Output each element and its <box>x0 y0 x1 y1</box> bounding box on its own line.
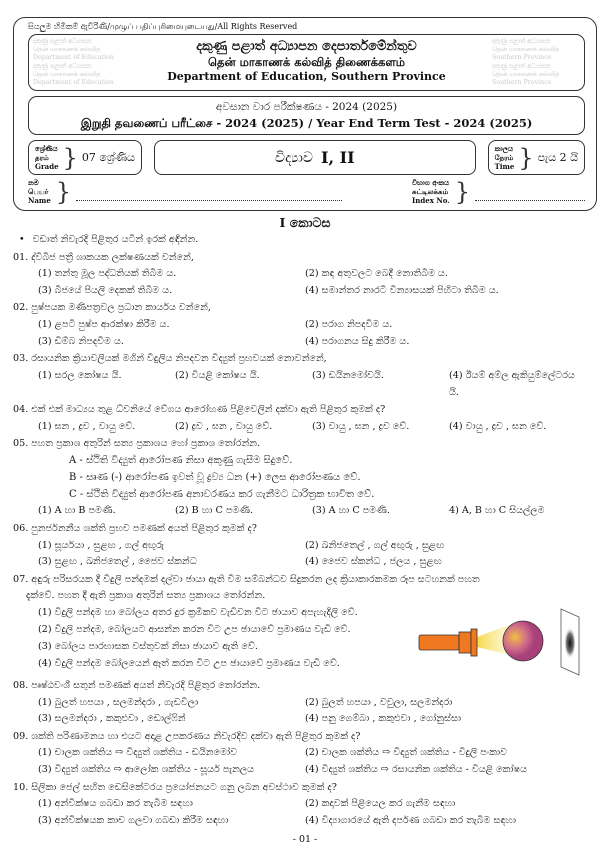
time-label-si: කාලය <box>494 144 514 154</box>
answer-option[interactable]: (2) ද්‍රව , ඝන , වායු වේ. <box>175 420 273 432</box>
options-row <box>13 554 593 571</box>
department-name-tamil: தென் மாகாணக் கல்வித் திணைக்களம் <box>208 55 405 69</box>
options-row <box>13 334 593 351</box>
answer-option[interactable]: (3) විද්‍යුත් ශක්තිය ⇨ ආලෝක ශක්තිය - සූර්ය පැනලය <box>38 764 255 776</box>
options-row <box>13 503 593 520</box>
answer-option[interactable]: (3) ඩිම්බ නිපදවීම ය. <box>38 336 124 347</box>
brace: } <box>518 143 534 172</box>
options-row <box>13 538 593 555</box>
question-stem <box>13 402 593 419</box>
instruction <box>13 232 593 249</box>
question-number: 05. <box>13 438 29 450</box>
question-number: 07. <box>13 573 29 585</box>
answer-option[interactable]: (3) අන්වීක්ෂයක කාච ගලවා ගබඩා කිරීම සඳහා <box>38 815 229 827</box>
answer-option[interactable]: (2) බුලත් හපයා , වවුලා, සලමන්දරා <box>305 696 453 708</box>
index-label-si: විභාග අංකය <box>412 178 450 188</box>
time-labels <box>495 144 515 171</box>
options-row <box>13 419 593 436</box>
grade-labels <box>35 144 59 171</box>
answer-option[interactable]: (2) චාලක ශක්තිය ⇨ විද්‍යුත් ශක්තිය - විදුලි පංකාව <box>305 747 508 759</box>
statement-C: C - ස්ථිති විද්‍යුත් ආරෝපණ අනාවරණය කර ගැනීමට ධාරිත්‍රක භාවිත වේ. <box>69 488 375 500</box>
question-text: පුනර්ජනනීය ශක්ති ප්‍රභව පමණක් අයත් පිළිතුර කුමක් ද? <box>31 522 257 534</box>
exam-title-box <box>28 96 585 135</box>
answer-option[interactable]: (2) කඳ අතුවලට බෙදී නොතිබීම ය. <box>305 268 448 280</box>
answer-option[interactable]: (1) ඝන , ද්‍රව , වායු වේ. <box>38 420 136 432</box>
question-text: රසායනික ක්‍රියාවලියක් මගින් විදුලිය නිපදවන විද්‍යුත් ප්‍රභවයක් නොවන්නේ, <box>31 353 327 365</box>
answer-option[interactable]: (2) විදුලි පන්දම, බෝලයට ආසන්න කරන විට උප ඡායාවේ ප්‍රමාණය වැඩි වේ. <box>38 624 351 636</box>
options-row <box>13 368 593 402</box>
time-label-ta: நேரம் <box>494 153 514 163</box>
answer-option[interactable]: (1) චාලක ශක්තිය ⇨ විද්‍යුත් ශක්තිය - ඩයිනමෝව <box>38 747 238 759</box>
answer-option[interactable]: (1) ළපටි පුෂ්ප ආරක්ෂා කිරීම ය. <box>38 319 170 331</box>
answer-option[interactable]: (1) සූර්යයා , සුළඟ , ගල් අඟුරු <box>38 539 165 551</box>
statement-B: B - සෘණ (-) ආරෝපණ ඉවත් වූ ද්‍රව්‍ය ධන (+) ලෙස ආරෝපණය වේ. <box>69 471 361 483</box>
answer-option[interactable]: (3) වායු , ඝන , ද්‍රව වේ. <box>312 420 410 432</box>
department-name-english: Department of Education, Southern Province <box>167 70 446 83</box>
department-name-sinhala: දකුණු පළාත් අධ්‍යාපන දෙපාර්තමේන්තුව <box>196 39 417 54</box>
answer-option[interactable]: (2) කදාවක් පිළියෙල කර ගැනීම සඳහා <box>305 798 456 810</box>
question-text: අඳුරු පරිසරයක දී විදුලි පන්දමක් දල්වා ඡායා ඇති වීම සම්බන්ධව සිදුකරන ලද ක්‍රියාකාරකමක රූප සටහනක් පහත <box>31 573 480 585</box>
subject-box <box>154 140 476 175</box>
info-boxes <box>28 140 585 175</box>
question-1 <box>13 250 593 300</box>
answer-option[interactable]: (3) සලමන්දරා , කකුළුවා , ඩොල්ෆින් <box>38 713 186 725</box>
answer-option[interactable]: (4) විදුලි පන්දම බෝලයෙන් ඈත් කරන විට උප ඡායාවේ ප්‍රමාණය වැඩි වේ. <box>38 657 340 669</box>
index-label-en: Index No. <box>412 196 450 206</box>
question-stem <box>13 300 593 317</box>
department-titles <box>125 35 488 90</box>
answer-option[interactable]: (3) බීජයේ පියලි දෙකක් තිබීම ය. <box>38 285 173 297</box>
options-row <box>13 266 593 283</box>
question-number: 09. <box>13 730 29 742</box>
answer-option[interactable]: (3) සුළඟ , ඛනිජතෙල් , ජෛව ස්කන්ධ <box>38 556 197 568</box>
time-value: පැය 2 යි <box>537 150 578 164</box>
answer-option[interactable]: (4) විද්‍යුත් ශක්තිය ⇨ රසායනික ශක්තිය - වියළි කෝෂය <box>305 764 527 776</box>
grade-label-si: ශ්‍රේණිය <box>35 144 58 154</box>
question-2 <box>13 300 593 350</box>
options-row <box>13 317 593 334</box>
question-text: පුෂ්පයක මණිපත්‍රවල ප්‍රධාන කාර්යය වන්නේ, <box>31 302 211 314</box>
grade-label-ta: தரம் <box>35 153 49 163</box>
answer-option[interactable]: (4) ජෛව ස්කන්ධ , ජලය , සුළඟ <box>305 556 442 568</box>
question-5 <box>13 436 593 520</box>
question-stem <box>13 780 593 797</box>
answer-option[interactable]: (4) පරාගනය සිදු කිරීම ය. <box>305 336 410 347</box>
name-field[interactable] <box>76 200 342 201</box>
question-stem <box>13 351 593 368</box>
answer-option[interactable]: (1) අන්වීක්ෂය ගබඩා කර තැබීම සඳහා <box>38 798 193 810</box>
answer-option[interactable]: (2) වියළි කෝෂය යි. <box>175 370 260 382</box>
question-list <box>13 232 597 830</box>
watermark-left: දකුණු පළාත් අධ්‍යාපන தென் மாகாணக் கல்வித் Department of Education දකුණු පළාත් අධ්‍යාපන தென் மாகாணக் கல்வித் Department of Education <box>33 38 114 87</box>
torch-ball-shadow-illustration <box>414 607 589 677</box>
answer-option[interactable]: (1) විදුලි පන්දම හා බෝලය අතර දුර ක්‍රමිකව වැඩිවන විට ඡායාව අපැහැදිලි වේ. <box>38 607 358 619</box>
question-number: 01. <box>13 251 29 263</box>
answer-option[interactable]: (2) ඛනිජතෙල් , ගල් අඟුරු , සුළඟ <box>305 539 445 551</box>
brace: } <box>62 143 78 172</box>
question-9 <box>13 729 593 779</box>
exam-title-tamil-english: இறுதி தவணைப் பரீட்சை - 2024 (2025) / Year End Term Test - 2024 (2025) <box>80 116 533 131</box>
answer-option[interactable]: (3) A හා C පමණි. <box>312 505 390 517</box>
question-stem <box>13 521 593 538</box>
answer-option[interactable]: (1) A හා B පමණි. <box>38 505 116 517</box>
question-number: 06. <box>13 522 29 534</box>
question-stem <box>13 250 593 267</box>
answer-option[interactable]: (1) සරල කෝෂය යි. <box>38 370 122 382</box>
answer-option[interactable]: 4) A, B හා C සියල්ලම <box>449 505 545 517</box>
question-text: ද්විබීජ පත්‍රී ශාකයක ලක්ෂණයක් වන්නේ, <box>31 251 194 263</box>
department-box <box>28 34 585 91</box>
question-stem <box>13 729 593 746</box>
question-stem <box>13 436 593 453</box>
answer-option[interactable]: (1) තන්තු මූල පද්ධතියක් තිබීම ය. <box>38 268 177 280</box>
index-labels <box>412 178 450 205</box>
question-6 <box>13 521 593 571</box>
question-number: 04. <box>13 404 29 416</box>
question-3 <box>13 351 593 401</box>
watermark-right: දකුණු පළාත් අධ්‍යාපන தென் மாகாணக் கல்வித் Southern Province දකුණු පළාත් අධ්‍යාපන தென் மாகாணக் கல்வித் Southern Province <box>492 38 560 87</box>
name-label-en: Name <box>28 196 51 206</box>
exam-title-sinhala: අවසාන වාර පරීක්ෂණය - 2024 (2025) <box>215 101 398 114</box>
answer-option[interactable]: (4) විද්‍යාගාරයේ ඇති දර්පණ ගබඩා කර තැබීම සඳහා <box>305 815 516 827</box>
options-row <box>13 796 593 813</box>
question-7 <box>13 572 593 678</box>
question-10 <box>13 780 593 830</box>
answer-option[interactable]: (4) ඊයම් අම්ල ඇකියුම්ලේටරය යි. <box>449 370 575 398</box>
index-number-field[interactable] <box>475 200 585 201</box>
options-row <box>13 695 593 712</box>
question-stem <box>13 572 593 589</box>
answer-option[interactable]: (1) බුලත් හපයා , සලමන්දරා , ගැඩවිලා <box>38 696 199 708</box>
question-number: 08. <box>13 679 29 691</box>
copyright-notice: සියලුම හිමිකම් ඇවිරිණි/முழுப் பதிப்புரிமையுடையது/All Rights Reserved <box>28 22 298 31</box>
answer-option[interactable]: (4) සමාන්තර නාරටි වින්‍යාසයක් පිහිටා තිබීම ය. <box>305 285 499 297</box>
subject-name: විද්‍යාව <box>275 149 313 166</box>
options-row <box>13 762 593 779</box>
question-text: පහත ප්‍රකාශ අතුරින් සත්‍ය ප්‍රකාශය හෝ ප්‍රකාශ තෝරන්න. <box>31 438 261 450</box>
options-row <box>13 283 593 300</box>
options-row <box>13 745 593 762</box>
name-index-row <box>28 178 585 205</box>
answer-option[interactable]: (2) B හා C පමණි. <box>175 505 254 517</box>
header-frame <box>13 17 597 211</box>
question-text: පෘෂ්ඨවංශී සතුන් පමණක් අයත් නිවැරදි පිළිතුර තෝරන්න. <box>31 679 261 691</box>
answer-option[interactable]: (2) පරාග නිපදවීම ය. <box>305 319 393 331</box>
question-4 <box>13 402 593 436</box>
question-text: සිලිකා ජෙල් සහිත ඩෙසිකේටරය ප්‍රයෝජනයට ගනු ලබන අවස්ථාව කුමක් ද? <box>31 781 337 793</box>
time-box <box>488 140 585 175</box>
question-number: 10. <box>13 781 29 793</box>
question-stem <box>13 678 593 695</box>
question-text: ශක්ති පරිණාමනය හා එයට අදාළ උපකරණය නිවැරදිව දක්වා ඇති පිළිතුර කුමක් ද? <box>31 730 361 742</box>
question-number: 02. <box>13 302 29 314</box>
grade-value: 07 ශ්‍රේණිය <box>81 150 135 164</box>
answer-option[interactable]: (3) බෝලය පාරභාසක වස්තුවක් නිසා ඡායාව ඇති වේ. <box>38 640 258 652</box>
question-text-continued: දැක්වේ. පහත දී ඇති ප්‍රකාශ අතුරින් සත්‍ය ප්‍රකාශය තෝරන්න. <box>26 590 266 602</box>
brace: } <box>454 177 470 206</box>
answer-option[interactable]: (3) ඩයිනමෝවයි. <box>312 370 384 382</box>
page-number: - 01 - <box>292 833 318 845</box>
grade-box <box>28 140 142 175</box>
instruction-text: වඩාත් නිවැරදි පිළිතුර යටින් ඉරක් අඳින්න. <box>32 234 199 246</box>
name-label-ta: பெயர் <box>28 187 49 197</box>
answer-option[interactable]: (4) වායු , ද්‍රව , ඝන වේ. <box>449 420 547 432</box>
name-labels <box>28 178 51 205</box>
options-row <box>13 711 593 728</box>
statement-A: A - ස්ථිති විද්‍යුත් ආරෝපණ නිසා අකුණු ගැසීම සිදුවේ. <box>69 455 293 467</box>
bullet-icon: • <box>19 234 25 246</box>
paper-number: I, II <box>320 148 355 168</box>
brace: } <box>55 177 72 206</box>
index-label-ta: சுட்டிலக்கம் <box>412 187 449 197</box>
question-8 <box>13 678 593 728</box>
question-text: එක් එක් මාධ්‍යය තුළ ධ්වනියේ වේගය ආරෝහණ පිළිවෙලින් දක්වා ඇති පිළිතුර කුමක් ද? <box>31 404 386 416</box>
grade-label-en: Grade <box>35 162 59 172</box>
section-title: I කොටස <box>279 215 331 231</box>
name-label-si: නම <box>28 178 39 188</box>
question-number: 03. <box>13 353 29 365</box>
time-label-en: Time <box>494 162 515 172</box>
answer-option[interactable]: (4) පනු ගෙම්බා , කකුළුවා , ගෝනුස්සා <box>305 713 461 725</box>
